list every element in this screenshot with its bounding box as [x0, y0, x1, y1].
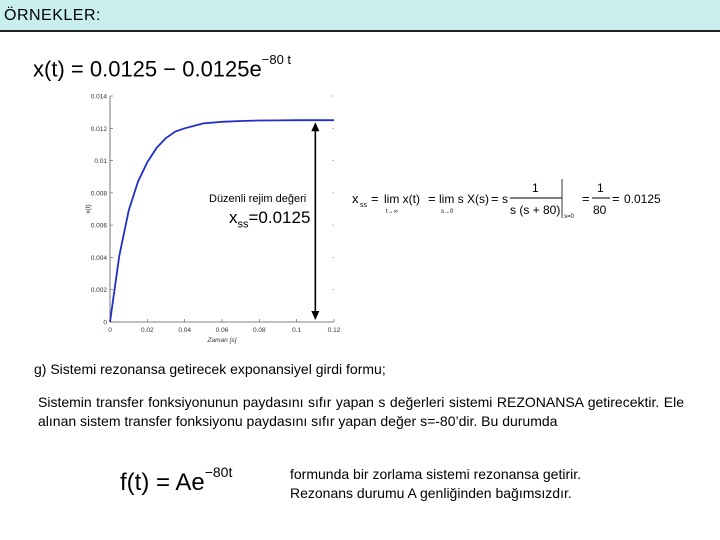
eq-equals-5: = [612, 191, 620, 206]
slide-header [0, 0, 720, 32]
eq-equals-2: = [428, 191, 436, 206]
equation-f-equals: = [156, 469, 176, 496]
equation-main-rhs: 0.0125 − 0.0125e [89, 56, 262, 82]
eq-lim2-sub: s→0 [441, 209, 454, 215]
x-tick-label: 0.06 [215, 327, 229, 334]
steady-state-subscript: ss [237, 218, 249, 231]
x-tick-label: 0 [108, 327, 112, 334]
eq-result: 0.0125 [624, 192, 661, 206]
steady-state-symbol: x [229, 208, 238, 227]
eq-equals-3: = [491, 191, 499, 206]
equation-main-exponent: −80 t [261, 52, 292, 67]
x-tick-label: 0.12 [327, 327, 341, 334]
equation-f-lhs: f(t) [120, 469, 150, 496]
eq-num2: 1 [597, 181, 604, 195]
x-tick-label: 0.02 [141, 327, 154, 334]
y-tick-label: 0.004 [90, 254, 107, 262]
x-tick-label: 0.08 [253, 327, 266, 334]
y-tick-label: 0.012 [90, 125, 107, 133]
steady-state-equation [352, 176, 672, 226]
y-axis-label: x(t) [85, 204, 92, 214]
equation-f-exponent: −80t [204, 464, 233, 480]
eq-equals-1: = [371, 191, 379, 206]
y-tick-label: 0 [103, 319, 107, 327]
arrow-head-bottom [311, 311, 319, 320]
equation-main-lhs: x(t) [33, 56, 65, 82]
eq-s: s [502, 192, 508, 206]
x-axis-label: Zaman [s] [207, 337, 237, 344]
steady-state-label: Düzenli rejim değeri [209, 193, 307, 205]
arrow-head-top [311, 122, 319, 131]
eq-den1: s (s + 80) [510, 203, 561, 217]
x-tick-label: 0.1 [292, 327, 302, 334]
y-tick-label: 0.008 [90, 190, 107, 198]
section-g-heading: g) Sistemi rezonansa getirecek exponansiyel girdi formu; [34, 361, 386, 377]
eq-num1: 1 [532, 181, 539, 195]
eq-equals-4: = [582, 191, 590, 206]
equation-main [33, 52, 292, 82]
equation-f-rhs: Ae [175, 469, 205, 496]
eq-den2: 80 [593, 203, 607, 217]
y-tick-label: 0.014 [90, 93, 107, 101]
resonance-conclusion [290, 465, 690, 503]
steady-state-equation-svg [352, 176, 672, 226]
steady-state-value-label [229, 208, 310, 230]
slide-title: ÖRNEKLER: [4, 7, 101, 24]
x-tick-label: 0.04 [178, 327, 191, 334]
equation-main-equals: = [70, 56, 90, 82]
steady-state-value: =0.0125 [248, 208, 311, 227]
equation-f [120, 464, 233, 497]
conclusion-line-2: Rezonans durumu A genliğinden bağımsızdır. [290, 485, 572, 501]
eq-lim2: lim s X(s) [439, 192, 489, 206]
y-tick-label: 0.002 [90, 287, 107, 295]
eq-lim1: lim x(t) [384, 192, 420, 206]
eq-xss-lhs: x [352, 191, 359, 206]
eq-eval-sub: s=0 [564, 214, 574, 220]
resonance-paragraph: Sistemin transfer fonksiyonunun paydasını sıfır yapan s değerleri sistemi REZONANSA getirecektir. Ele alınan sistem transfer fonksiyonu paydasını sıfır yapan değer s=-80’dir. Bu durumda [38, 394, 684, 429]
conclusion-line-1: formunda bir zorlama sistemi rezonansa getirir. [290, 466, 582, 482]
eq-lim1-sub: t→∞ [386, 209, 398, 215]
y-tick-label: 0.006 [90, 222, 107, 230]
eq-xss-sub: ss [360, 202, 367, 209]
y-tick-label: 0.01 [94, 158, 107, 166]
